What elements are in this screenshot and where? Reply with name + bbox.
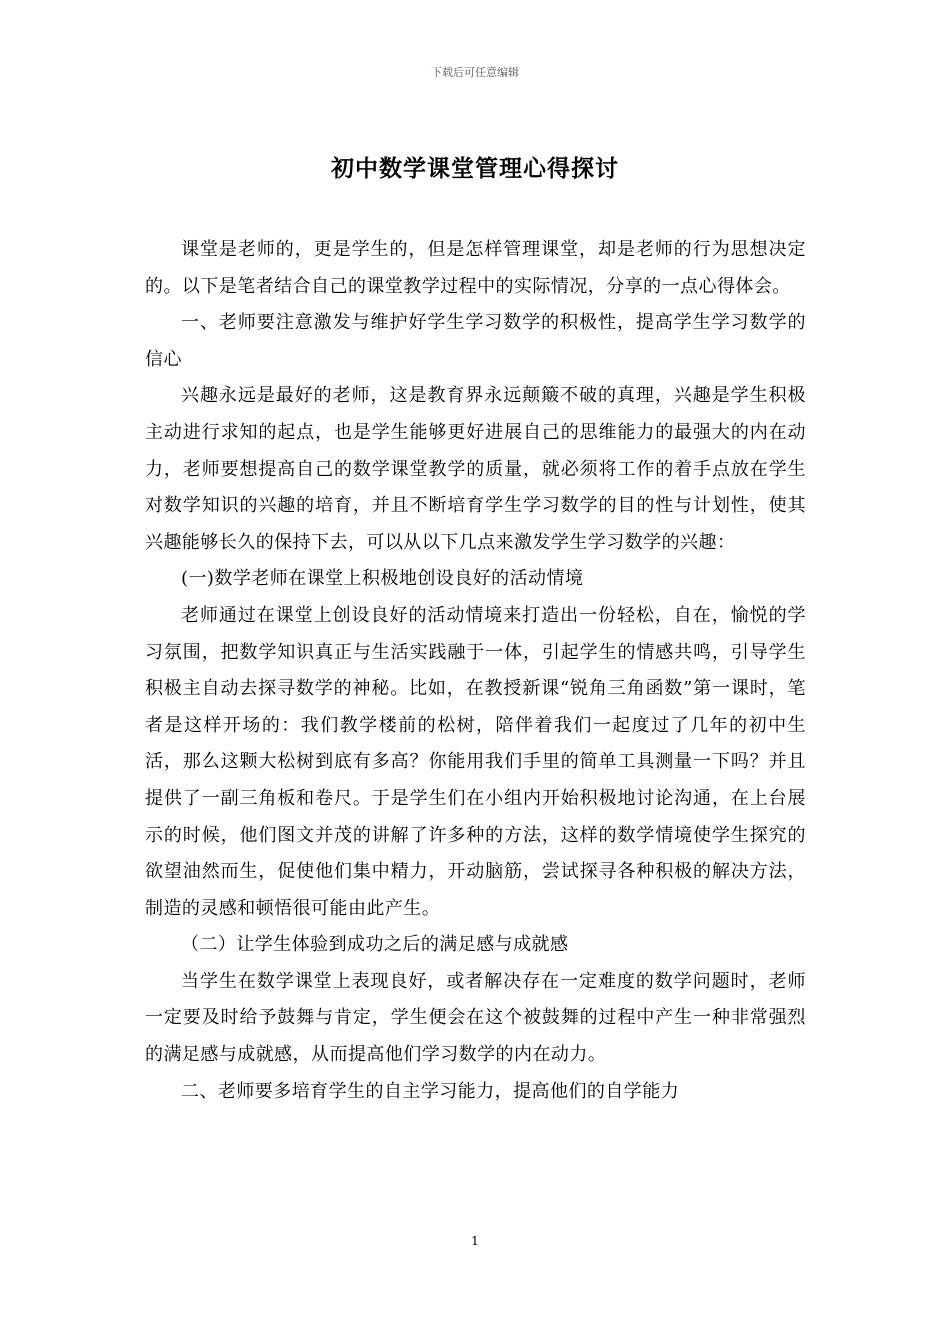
page-number: 1 [471,1234,479,1248]
document-body [145,232,806,1110]
section-heading-2: 二、老师要多培育学生的自主学习能力，提高他们的自学能力 [181,1080,680,1102]
paragraph-interest: 兴趣永远是最好的老师，这是教育界永远颠簸不破的真理，兴趣是学生积极主动进行求知的起点，也是学生能够更好进展自己的思维能力的最强大的内在动力，老师要想提高自己的数学课堂教学的质量，就必须将工作的着手点放在学生对数学知识的兴趣的培育，并且不断培育学生学习数学的目的性与计划性，使其兴趣能够长久的保持下去，可以从以下几点来激发学生学习数学的兴趣： [145,385,806,553]
document-title: 初中数学课堂管理心得探讨 [331,155,619,182]
subsection-heading-2: （二）让学生体验到成功之后的满足感与成就感 [181,934,569,956]
paragraph-achievement: 当学生在数学课堂上表现良好，或者解决存在一定难度的数学问题时，老师一定要及时给予鼓舞与肯定，学生便会在这个被鼓舞的过程中产生一种非常强烈的满足感与成就感，从而提高他们学习数学的内在动力。 [145,970,806,1066]
header-note: 下载后可任意编辑 [431,66,519,79]
paragraph-activity-scenario: 老师通过在课堂上创设良好的活动情境来打造出一份轻松，自在，愉悦的学习氛围，把数学知识真正与生活实践融于一体，引起学生的情感共鸣，引导学生积极主自动去探寻数学的神秘。比如，在教授新课“锐角三角函数”第一课时，笔者是这样开场的：我们教学楼前的松树，陪伴着我们一起度过了几年的初中生活，那么这颗大松树到底有多高？你能用我们手里的简单工具测量一下吗？并且提供了一副三角板和卷尺。于是学生们在小组内开始积极地讨论沟通，在上台展示的时候，他们图文并茂的讲解了许多种的方法，这样的数学情境使学生探究的欲望油然而生，促使他们集中精力，开动脑筋，尝试探寻各种积极的解决方法，制造的灵感和顿悟很可能由此产生。 [145,604,806,919]
section-heading-1: 一、老师要注意激发与维护好学生学习数学的积极性，提高学生学习数学的信心 [145,312,806,370]
subsection-heading-1: (一)数学老师在课堂上积极地创设良好的活动情境 [181,568,584,590]
paragraph-intro: 课堂是老师的，更是学生的，但是怎样管理课堂，却是老师的行为思想决定的。以下是笔者结合自己的课堂教学过程中的实际情况，分享的一点心得体会。 [145,239,806,297]
